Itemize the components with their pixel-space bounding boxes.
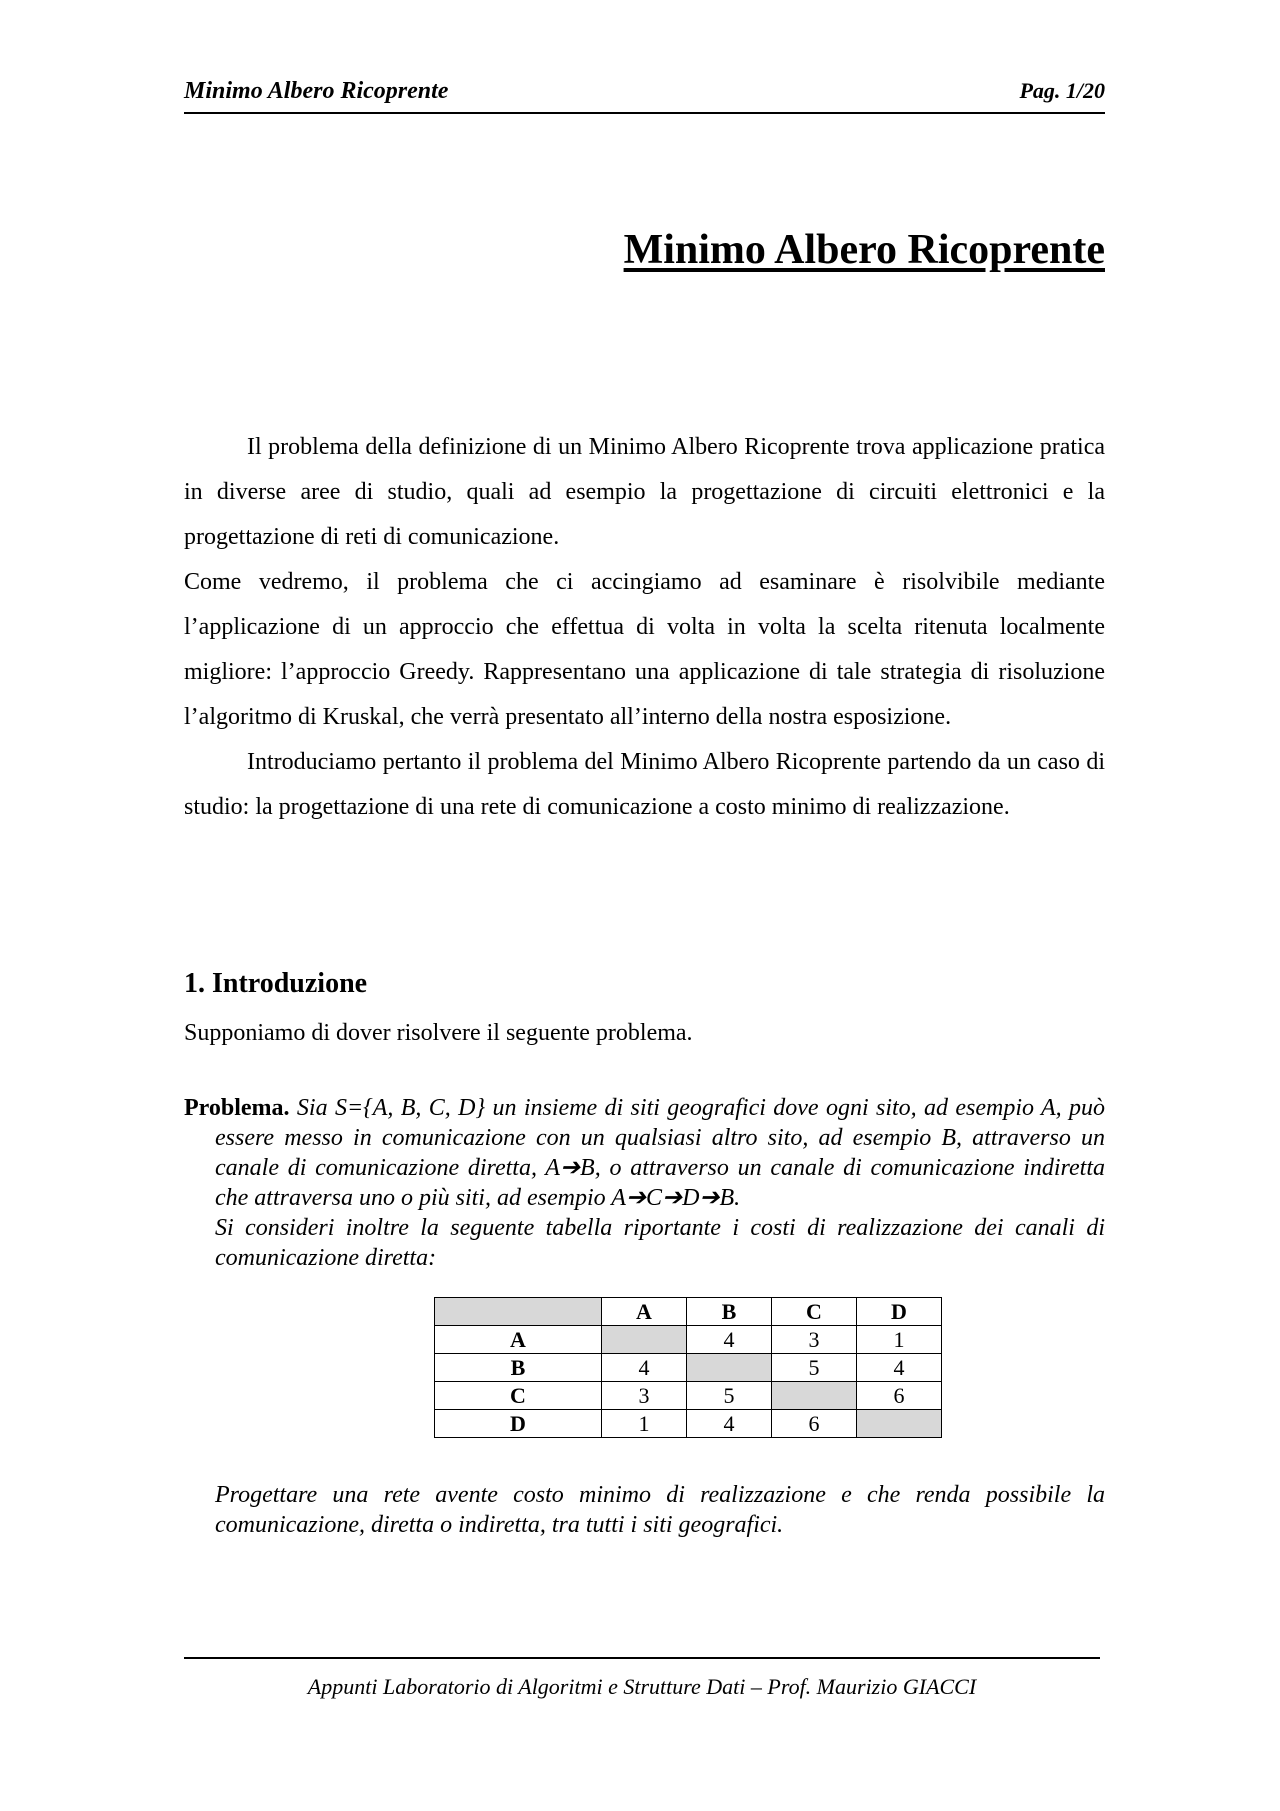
- intro-body: [184, 425, 1105, 830]
- section-intro: Supponiamo di dover risolvere il seguente problema.: [184, 1020, 693, 1046]
- table-cell: 4: [687, 1326, 772, 1354]
- table-cell: 6: [772, 1410, 857, 1438]
- paragraph: Introduciamo pertanto il problema del Minimo Albero Ricoprente partendo da un caso di studio: la progettazione di una rete di comunicazione a costo minimo di realizzazione.: [184, 749, 1105, 820]
- table-row: [435, 1382, 942, 1410]
- footer-divider: [184, 1657, 1100, 1659]
- row-label: D: [435, 1410, 602, 1438]
- table-cell: 3: [602, 1382, 687, 1410]
- table-header-cell: D: [857, 1298, 942, 1326]
- table-header-row: [435, 1298, 942, 1326]
- section-heading: 1. Introduzione: [184, 968, 368, 999]
- table-cell: 4: [687, 1410, 772, 1438]
- problem-task: Progettare una rete avente costo minimo di realizzazione e che renda possibile la comunicazione, diretta o indiretta, tra tutti i siti geografici.: [215, 1482, 1105, 1538]
- table-corner-cell: [435, 1298, 602, 1326]
- table-header-cell: C: [772, 1298, 857, 1326]
- table-row: [435, 1326, 942, 1354]
- page-footer: Appunti Laboratorio di Algoritmi e Strutture Dati – Prof. Maurizio GIACCI: [307, 1674, 977, 1699]
- header-title: Minimo Albero Ricoprente: [184, 78, 449, 104]
- cost-table: [434, 1297, 942, 1438]
- table-row: [435, 1354, 942, 1382]
- table-cell: 3: [772, 1326, 857, 1354]
- table-cell: 6: [857, 1382, 942, 1410]
- problem-table-intro: Si consideri inoltre la seguente tabella riportante i costi di realizzazione dei canali di comunicazione diretta:: [215, 1215, 1105, 1271]
- table-cell: [687, 1354, 772, 1382]
- table-cell: 5: [772, 1354, 857, 1382]
- paragraph: Come vedremo, il problema che ci accingiamo ad esaminare è risolvibile mediante l’applicazione di un approccio che effettua di volta in volta la scelta ritenuta localmente migliore: l’approccio Greedy. Rappresentano una applicazione di tale strategia di risoluzione l’algoritmo di Kruskal, che verrà presentato all’interno della nostra esposizione.: [184, 569, 1105, 730]
- table-cell: [772, 1382, 857, 1410]
- table-header-cell: A: [602, 1298, 687, 1326]
- table-cell: 4: [602, 1354, 687, 1382]
- table-header-cell: B: [687, 1298, 772, 1326]
- page-number: Pag. 1/20: [1019, 78, 1105, 103]
- table-cell: [602, 1326, 687, 1354]
- table-cell: 5: [687, 1382, 772, 1410]
- problem-statement: [184, 1093, 1105, 1213]
- problem-block: [184, 1093, 1105, 1273]
- paragraph: Il problema della definizione di un Minimo Albero Ricoprente trova applicazione pratica in diverse aree di studio, quali ad esempio la progettazione di circuiti elettronici e la progettazione di reti di comunicazione.: [184, 434, 1105, 550]
- row-label: B: [435, 1354, 602, 1382]
- problem-text: Sia S={A, B, C, D} un insieme di siti geografici dove ogni sito, ad esempio A, può essere messo in comunicazione con un qualsiasi altro sito, ad esempio B, attraverso un canale di comunicazione diretta, A➔B, o attraverso un canale di comunicazione indiretta che attraversa uno o più siti, ad esempio A➔C➔D➔B.: [215, 1095, 1106, 1211]
- table-row: [435, 1410, 942, 1438]
- table-cell: 4: [857, 1354, 942, 1382]
- table-cell: 1: [602, 1410, 687, 1438]
- page-header: [184, 78, 1105, 114]
- table-cell: [857, 1410, 942, 1438]
- row-label: A: [435, 1326, 602, 1354]
- row-label: C: [435, 1382, 602, 1410]
- table-cell: 1: [857, 1326, 942, 1354]
- document-title: Minimo Albero Ricoprente: [623, 227, 1105, 273]
- problem-label: Problema.: [184, 1095, 290, 1121]
